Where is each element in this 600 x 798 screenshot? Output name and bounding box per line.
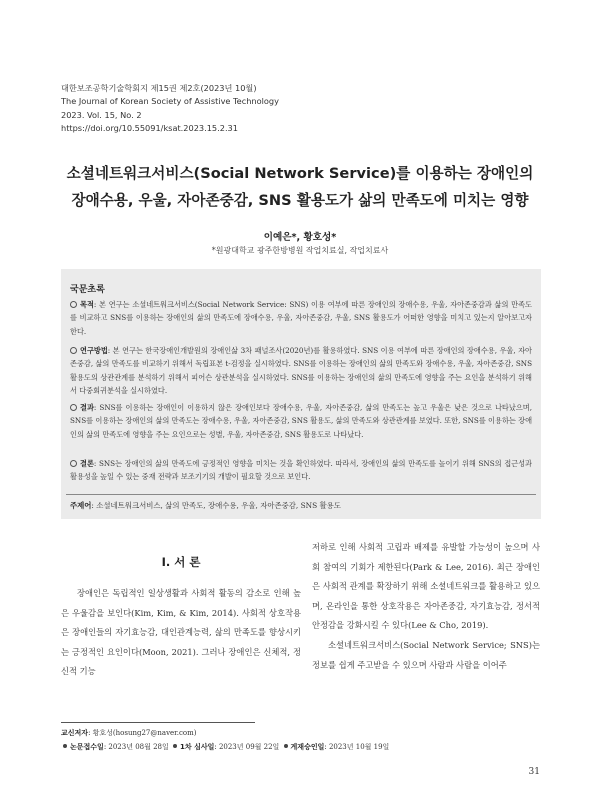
abstract-method [70, 344, 532, 398]
keywords-divider [66, 494, 536, 495]
dot-icon [284, 744, 288, 748]
body-right-column [312, 538, 540, 675]
received-label: 논문접수일 [70, 742, 104, 751]
section-title-introduction: I. 서 론 [161, 555, 201, 569]
keywords-text: : 소셜네트워크서비스, 삶의 만족도, 장애수용, 우울, 자아존중감, SNS 활용도 [91, 501, 341, 510]
abstract-results-label: 결과 [80, 403, 94, 412]
authors: 이예은*, 황호성* [263, 232, 337, 243]
keywords-label: 주제어 [70, 501, 92, 510]
bullet-icon [70, 347, 77, 354]
journal-name-english: The Journal of Korean Society of Assistive Technology [61, 96, 279, 107]
abstract-results [70, 401, 532, 441]
affiliation: *원광대학교 광주한방병원 작업치료실, 작업치료사 [211, 246, 389, 255]
dot-icon [173, 744, 177, 748]
accepted-value: : 2023년 10월 19일 [324, 742, 390, 751]
abstract-conclusion-label: 결론 [80, 459, 94, 468]
abstract-conclusion-text: : SNS는 장애인의 삶의 만족도에 긍정적인 영향을 미치는 것을 확인하였다. 따라서, 장애인의 삶의 만족도를 높이기 위해 SNS의 접근성과 활용성을 높일 수 있는 중재 전략과 보조기기의 개발이 필요할 것으로 보인다. [70, 459, 532, 482]
accepted-label: 게재승인일 [290, 742, 325, 751]
received-value: : 2023년 08월 28일 [103, 742, 169, 751]
abstract-method-text: : 본 연구는 한국장애인개발원의 장애인삶 3차 패널조사(2020년)를 활용하였다. SNS 이용 여부에 따른 장애인의 장애수용, 우울, 자아존중감, 삶의 만족도를 비교하기 위해서 독립표본 t-검정을 실시하였다. SNS를 이용하는 장애인의 삶의 만족도와 장애수용, 우울, 자아존중감, SNS 활용도의 상관관계를 분석하기 위해서 피어슨 상관분석을 실시하였다. SNS를 이용하는 장애인의 삶의 만족도에 영향을 주는 요인을 분석하기 위해서 다중회귀분석을 실시하였다. [70, 346, 532, 396]
bullet-icon [70, 404, 77, 411]
dot-icon [63, 744, 67, 748]
footnotes [61, 727, 389, 754]
abstract-heading: 국문초록 [70, 285, 105, 295]
journal-name-korean: 대한보조공학기술학회지 제15권 제2호(2023년 10월) [61, 83, 257, 93]
abstract-purpose-label: 목적 [80, 300, 94, 309]
bullet-icon [70, 301, 77, 308]
corresponding-author [61, 727, 389, 741]
bullet-icon [70, 460, 77, 467]
body-paragraph: 저하로 인해 사회적 고립과 배제를 유발할 가능성이 높으며 사회 참여의 기회가 제한된다(Park & Lee, 2016). 최근 장애인은 사회적 관계를 확장하기 위해 소셜네트워크를 활용하고 있으며, 온라인을 통한 상호작용은 자아존중감, 자기효능감, 정서적 안정감을 강화시킬 수 있다(Lee & Cho, 2019). [312, 542, 540, 631]
abstract-method-label: 연구방법 [80, 346, 108, 355]
review-value: : 2023년 09월 22일 [214, 742, 280, 751]
abstract-purpose [70, 298, 532, 338]
journal-volume: 2023. Vol. 15, No. 2 [61, 109, 142, 120]
submission-dates [61, 741, 389, 755]
title-line-1: 소셜네트워크서비스(Social Network Service)를 이용하는 장애인의 [66, 165, 534, 182]
journal-doi[interactable]: https://doi.org/10.55091/ksat.2023.15.2.31 [61, 123, 238, 134]
paper-title [40, 160, 560, 214]
keywords [70, 500, 341, 511]
journal-info [61, 82, 279, 136]
body-paragraph: 장애인은 독립적인 일상생활과 사회적 활동의 감소로 인해 높은 우울감을 보인다(Kim, Kim, & Kim, 2014). 사회적 상호작용은 장애인들의 자기효능감, 대인관계능력, 삶의 만족도를 향상시키는 긍정적인 요인이다(Moon, 2021). 그러나 장애인은 신체적, 정신적 기능 [61, 588, 301, 677]
body-left-column [61, 584, 301, 682]
footnote-divider [61, 722, 255, 723]
body-paragraph: 소셜네트워크서비스(Social Network Service; SNS)는 정보를 쉽게 주고받을 수 있으며 사람과 사람을 이어주 [312, 639, 540, 670]
corresponding-author-value: : 황호성(hosung27@naver.com) [88, 729, 197, 737]
corresponding-author-label: 교신저자 [61, 729, 89, 737]
review-label: 1차 심사일 [180, 742, 215, 751]
title-line-2: 장애수용, 우울, 자아존중감, SNS 활용도가 삶의 만족도에 미치는 영향 [71, 192, 529, 209]
page-number: 31 [528, 767, 540, 777]
abstract-purpose-text: : 본 연구는 소셜네트워크서비스(Social Network Service: SNS) 이용 여부에 따른 장애인의 장애수용, 우울, 자아존중감과 삶의 만족도를 비교하고 SNS를 이용하는 장애인의 삶의 만족도에 장애수용, 우울, 자아존중감, 우울, SNS 활용도가 어떠한 영향을 미치고 있는지 알아보고자 한다. [70, 300, 532, 336]
abstract-conclusion [70, 457, 532, 484]
abstract-results-text: : SNS를 이용하는 장애인이 이용하지 않은 장애인보다 장애수용, 우울, 자아존중감, 삶의 만족도는 높고 우울은 낮은 것으로 나타났으며, SNS를 이용하는 장애인의 삶의 만족도는 장애수용, 우울, 자아존중감, SNS 활용도, 삶의 만족도와 상관관계를 보였다. 또한, SNS를 이용하는 장애인의 삶의 만족도에 영향을 주는 요인으로는 성별, 우울, 자아존중감, SNS 활용도로 나타났다. [70, 403, 533, 439]
